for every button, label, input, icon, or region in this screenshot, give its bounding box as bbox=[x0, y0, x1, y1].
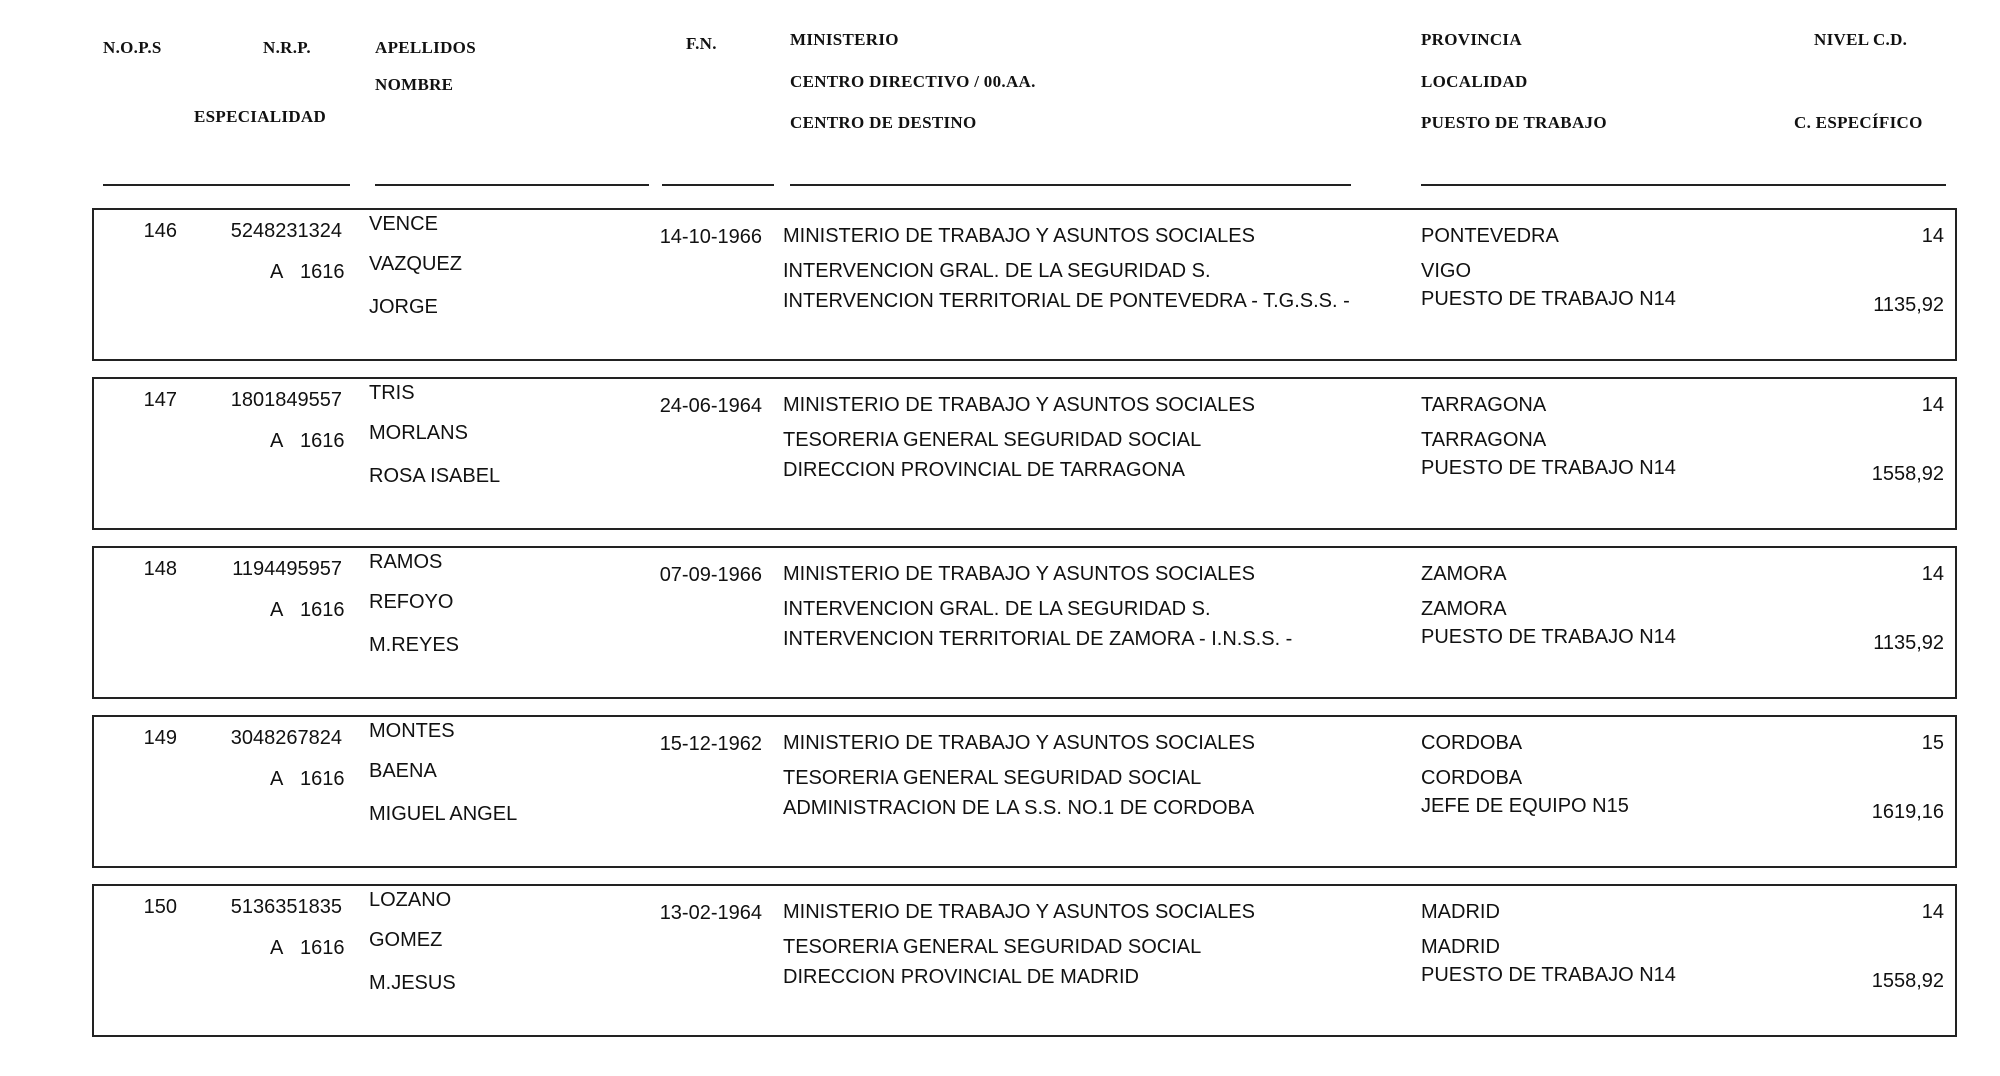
record-nombre: M.REYES bbox=[369, 634, 460, 656]
header-puesto: PUESTO DE TRABAJO bbox=[1421, 113, 1607, 132]
record-nombre: ROSA ISABEL bbox=[369, 465, 501, 487]
record-centro-destino: DIRECCION PROVINCIAL DE TARRAGONA bbox=[783, 459, 1185, 481]
header-provincia: PROVINCIA bbox=[1421, 30, 1522, 49]
record-localidad: VIGO bbox=[1421, 260, 1472, 282]
header-nivel: NIVEL C.D. bbox=[1814, 30, 1908, 49]
record-nrp: 1801849557 bbox=[230, 389, 342, 411]
record-fecha-nacimiento: 07-09-1966 bbox=[659, 564, 762, 586]
record-apellido1: TRIS bbox=[369, 382, 415, 404]
record-provincia: ZAMORA bbox=[1421, 563, 1507, 585]
record-puesto: PUESTO DE TRABAJO N14 bbox=[1421, 626, 1676, 648]
record-localidad: TARRAGONA bbox=[1421, 429, 1547, 451]
record-nivel: 15 bbox=[1921, 732, 1944, 754]
record-apellido2: REFOYO bbox=[369, 591, 454, 613]
record-provincia: TARRAGONA bbox=[1421, 394, 1547, 416]
record-especialidad: 1616 bbox=[300, 937, 345, 959]
header-rule-ministerio bbox=[790, 184, 1351, 186]
record-localidad: MADRID bbox=[1421, 936, 1500, 958]
record-cuerpo: A bbox=[270, 430, 284, 452]
record-cuerpo: A bbox=[270, 599, 284, 621]
record-fecha-nacimiento: 24-06-1964 bbox=[659, 395, 762, 417]
record-centro-directivo: TESORERIA GENERAL SEGURIDAD SOCIAL bbox=[783, 429, 1202, 451]
record-apellido1: RAMOS bbox=[369, 551, 443, 573]
record-cuerpo: A bbox=[270, 937, 284, 959]
header-nops: N.O.P.S bbox=[103, 38, 162, 57]
record-puesto: PUESTO DE TRABAJO N14 bbox=[1421, 964, 1676, 986]
record-especialidad: 1616 bbox=[300, 430, 345, 452]
record-nrp: 3048267824 bbox=[230, 727, 342, 749]
record-apellido1: MONTES bbox=[369, 720, 455, 742]
record-nombre: MIGUEL ANGEL bbox=[369, 803, 518, 825]
record-nops: 146 bbox=[143, 220, 177, 242]
record-ministerio: MINISTERIO DE TRABAJO Y ASUNTOS SOCIALES bbox=[783, 732, 1255, 754]
header-fecha-nacimiento: F.N. bbox=[686, 34, 717, 53]
record-puesto: JEFE DE EQUIPO N15 bbox=[1421, 795, 1629, 817]
record-fecha-nacimiento: 14-10-1966 bbox=[659, 226, 762, 248]
record-nivel: 14 bbox=[1921, 901, 1944, 923]
record-ministerio: MINISTERIO DE TRABAJO Y ASUNTOS SOCIALES bbox=[783, 394, 1255, 416]
record-especifico: 1135,92 bbox=[1873, 632, 1944, 654]
record-ministerio: MINISTERIO DE TRABAJO Y ASUNTOS SOCIALES bbox=[783, 563, 1255, 585]
record-especifico: 1135,92 bbox=[1873, 294, 1944, 316]
record-nrp: 5248231324 bbox=[230, 220, 342, 242]
record-nrp: 5136351835 bbox=[230, 896, 342, 918]
record-localidad: CORDOBA bbox=[1421, 767, 1523, 789]
record-especifico: 1558,92 bbox=[1871, 970, 1944, 992]
record-centro-destino: ADMINISTRACION DE LA S.S. NO.1 DE CORDOBA bbox=[783, 797, 1255, 819]
record-apellido2: BAENA bbox=[369, 760, 437, 782]
record-puesto: PUESTO DE TRABAJO N14 bbox=[1421, 457, 1676, 479]
header-rule-provincia bbox=[1421, 184, 1946, 186]
header-especifico: C. ESPECÍFICO bbox=[1794, 113, 1923, 132]
header-especialidad: ESPECIALIDAD bbox=[194, 107, 327, 126]
record-centro-destino: INTERVENCION TERRITORIAL DE ZAMORA - I.N.S.S. - bbox=[783, 628, 1293, 650]
record-localidad: ZAMORA bbox=[1421, 598, 1507, 620]
record-provincia: CORDOBA bbox=[1421, 732, 1523, 754]
record-nrp: 1194495957 bbox=[232, 558, 342, 580]
record-especialidad: 1616 bbox=[300, 768, 345, 790]
record-especialidad: 1616 bbox=[300, 599, 345, 621]
header-apellidos: APELLIDOS bbox=[375, 38, 476, 57]
record-nivel: 14 bbox=[1921, 563, 1944, 585]
header-nrp: N.R.P. bbox=[263, 38, 311, 57]
header-ministerio: MINISTERIO bbox=[790, 30, 899, 49]
record-puesto: PUESTO DE TRABAJO N14 bbox=[1421, 288, 1676, 310]
header-localidad: LOCALIDAD bbox=[1421, 72, 1528, 91]
record-apellido2: GOMEZ bbox=[369, 929, 443, 951]
record-nops: 147 bbox=[143, 389, 177, 411]
record-centro-destino: INTERVENCION TERRITORIAL DE PONTEVEDRA - T.G.S.S. - bbox=[783, 290, 1350, 312]
record-nops: 149 bbox=[143, 727, 177, 749]
record-nivel: 14 bbox=[1921, 225, 1944, 247]
header-rule-nops bbox=[103, 184, 350, 186]
record-ministerio: MINISTERIO DE TRABAJO Y ASUNTOS SOCIALES bbox=[783, 901, 1255, 923]
record-cuerpo: A bbox=[270, 768, 284, 790]
record-fecha-nacimiento: 13-02-1964 bbox=[659, 902, 762, 924]
record-nombre: JORGE bbox=[369, 296, 438, 318]
record-centro-directivo: INTERVENCION GRAL. DE LA SEGURIDAD S. bbox=[783, 260, 1211, 282]
record-nombre: M.JESUS bbox=[369, 972, 456, 994]
record-nops: 148 bbox=[143, 558, 177, 580]
record-centro-directivo: TESORERIA GENERAL SEGURIDAD SOCIAL bbox=[783, 936, 1202, 958]
record-especifico: 1619,16 bbox=[1871, 801, 1944, 823]
record-provincia: MADRID bbox=[1421, 901, 1500, 923]
header-centro-directivo: CENTRO DIRECTIVO / 00.AA. bbox=[790, 72, 1036, 91]
header-centro-destino: CENTRO DE DESTINO bbox=[790, 113, 977, 132]
record-cuerpo: A bbox=[270, 261, 284, 283]
record-especifico: 1558,92 bbox=[1871, 463, 1944, 485]
record-centro-directivo: INTERVENCION GRAL. DE LA SEGURIDAD S. bbox=[783, 598, 1211, 620]
header-rule-apellidos bbox=[375, 184, 649, 186]
record-nops: 150 bbox=[143, 896, 177, 918]
header-rule-fn bbox=[662, 184, 774, 186]
record-ministerio: MINISTERIO DE TRABAJO Y ASUNTOS SOCIALES bbox=[783, 225, 1255, 247]
record-apellido2: VAZQUEZ bbox=[369, 253, 462, 275]
record-centro-directivo: TESORERIA GENERAL SEGURIDAD SOCIAL bbox=[783, 767, 1202, 789]
record-centro-destino: DIRECCION PROVINCIAL DE MADRID bbox=[783, 966, 1139, 988]
record-fecha-nacimiento: 15-12-1962 bbox=[659, 733, 762, 755]
record-apellido1: LOZANO bbox=[369, 889, 452, 911]
record-nivel: 14 bbox=[1921, 394, 1944, 416]
record-apellido2: MORLANS bbox=[369, 422, 468, 444]
record-especialidad: 1616 bbox=[300, 261, 345, 283]
record-apellido1: VENCE bbox=[369, 213, 438, 235]
header-nombre: NOMBRE bbox=[375, 75, 454, 94]
record-provincia: PONTEVEDRA bbox=[1421, 225, 1559, 247]
